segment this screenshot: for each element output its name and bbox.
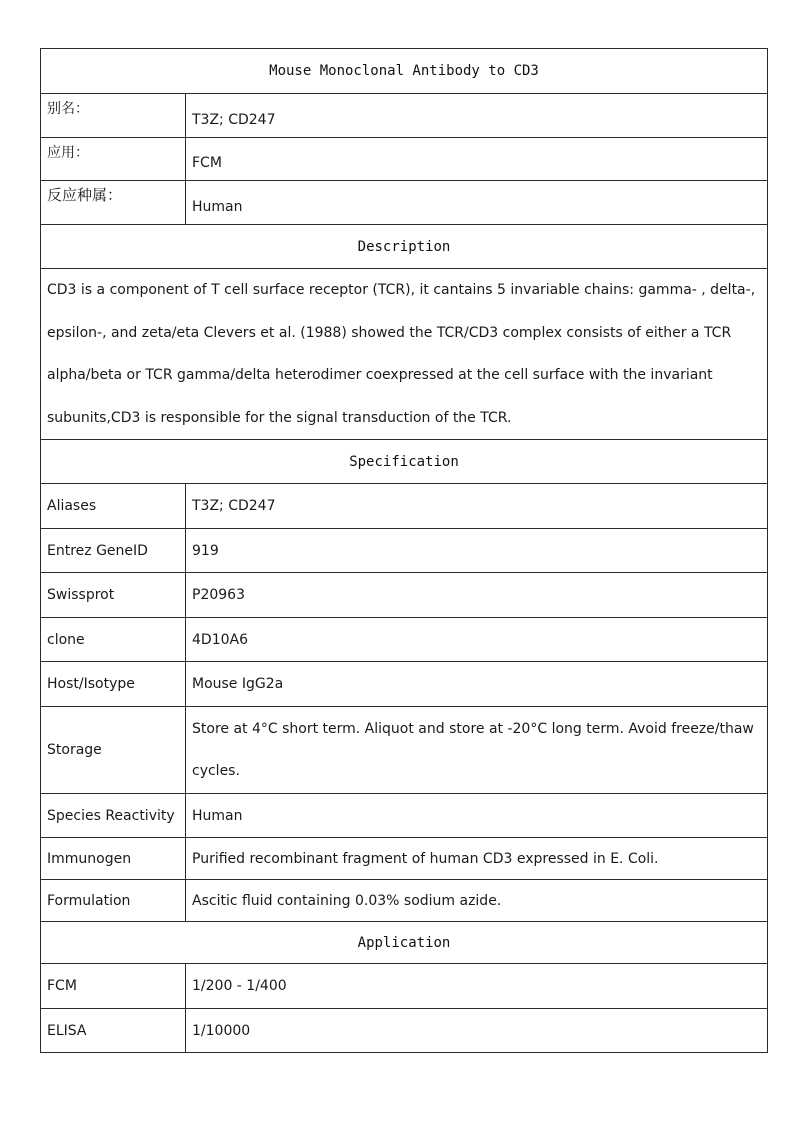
spec-row-geneid [41,529,768,573]
header-row-alias [41,94,768,138]
header-row-application [41,138,768,181]
app-label-fcm: FCM [41,964,186,1009]
header-value-reactivity: Human [186,181,768,225]
spec-value-clone: 4D10A6 [186,618,768,662]
header-label-application: 应用： [41,138,186,181]
header-label-reactivity: 反应种属： [41,181,186,225]
description-text: CD3 is a component of T cell surface receptor (TCR), it cantains 5 invariable chains: gamma- , delta-, epsilon-, and zeta/eta Clevers et al. (1988) showed the TCR/CD3 complex consists of either a TCR alpha/beta or TCR gamma/delta heterodimer coexpressed at the cell surface with the invariant subunits,CD3 is responsible for the signal transduction of the TCR. [41,269,768,440]
spec-label-geneid: Entrez GeneID [41,529,186,573]
spec-label-host: Host/Isotype [41,662,186,707]
application-heading-row [41,922,768,964]
spec-row-clone [41,618,768,662]
application-heading: Application [41,922,768,964]
description-row [41,269,768,440]
spec-label-species: Species Reactivity [41,794,186,838]
spec-label-clone: clone [41,618,186,662]
specification-heading: Specification [41,440,768,484]
app-row-elisa [41,1009,768,1053]
spec-row-swissprot [41,573,768,618]
header-label-alias: 别名： [41,94,186,138]
header-value-application: FCM [186,138,768,181]
description-heading: Description [41,225,768,269]
product-title: Mouse Monoclonal Antibody to CD3 [41,49,768,94]
spec-label-aliases: Aliases [41,484,186,529]
spec-value-species: Human [186,794,768,838]
title-row [41,49,768,94]
spec-row-storage [41,707,768,794]
app-label-elisa: ELISA [41,1009,186,1053]
description-heading-row [41,225,768,269]
app-value-fcm: 1/200 - 1/400 [186,964,768,1009]
spec-value-formulation: Ascitic fluid containing 0.03% sodium azide. [186,880,768,922]
spec-label-immunogen: Immunogen [41,838,186,880]
spec-value-aliases: T3Z; CD247 [186,484,768,529]
app-row-fcm [41,964,768,1009]
spec-label-storage: Storage [41,707,186,794]
datasheet-table [40,48,768,1053]
spec-row-aliases [41,484,768,529]
spec-label-formulation: Formulation [41,880,186,922]
spec-row-host [41,662,768,707]
spec-row-formulation [41,880,768,922]
header-value-alias: T3Z; CD247 [186,94,768,138]
spec-row-immunogen [41,838,768,880]
spec-row-species [41,794,768,838]
spec-value-geneid: 919 [186,529,768,573]
spec-value-storage: Store at 4°C short term. Aliquot and store at -20°C long term. Avoid freeze/thaw cycles. [186,707,768,794]
spec-value-host: Mouse IgG2a [186,662,768,707]
spec-value-immunogen: Purified recombinant fragment of human CD3 expressed in E. Coli. [186,838,768,880]
header-row-reactivity [41,181,768,225]
app-value-elisa: 1/10000 [186,1009,768,1053]
specification-heading-row [41,440,768,484]
spec-label-swissprot: Swissprot [41,573,186,618]
spec-value-swissprot: P20963 [186,573,768,618]
